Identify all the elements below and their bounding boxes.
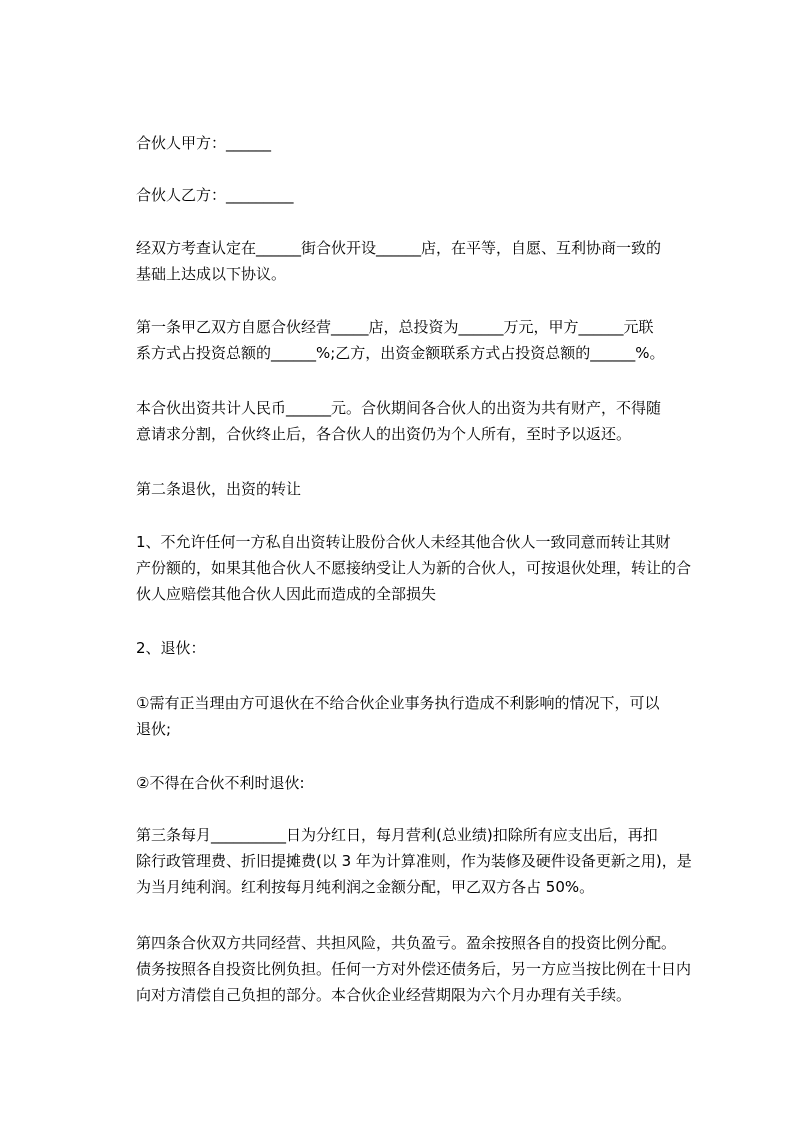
clause-2-item-2	[136, 770, 716, 796]
partner-a-line	[136, 130, 716, 156]
article-1-line-2: 系方式占投资总额的______%;乙方，出资金额联系方式占投资总额的______%。	[136, 344, 665, 362]
clause-2-title	[136, 635, 716, 661]
article-4-line-2: 债务按照各自投资比例负担。任何一方对外偿还债务后，另一方应当按比例在十日内	[136, 960, 692, 978]
article-3-line-2: 除行政管理费、折旧提摊费(以 3 年为计算准则，作为装修及硬件设备更新之用)，是	[136, 852, 692, 870]
clause-1-line-1: 1、不允许任何一方私自出资转让股份合伙人未经其他合伙人一致同意而转让其财	[136, 533, 671, 551]
clause-1-line-3: 伙人应赔偿其他合伙人因此而造成的全部损失	[136, 585, 437, 603]
intro-line-1: 经双方考查认定在______街合伙开设______店，在平等，自愿、互利协商一致的	[136, 239, 662, 257]
clause-2-title-text: 2、退伙：	[136, 639, 206, 657]
partner-b-text: 合伙人乙方：_________	[136, 186, 294, 204]
clause-2-item-2-text: ②不得在合伙不利时退伙:	[136, 774, 305, 792]
article-4-line-1: 第四条合伙双方共同经营、共担风险，共负盈亏。盈余按照各自的投资比例分配。	[136, 934, 677, 952]
article-1-line-1: 第一条甲乙双方自愿合伙经营_____店，总投资为______万元，甲方______元联	[136, 318, 654, 336]
clause-1-paragraph	[136, 529, 716, 607]
article-1-paragraph	[136, 314, 716, 366]
article-2-title	[136, 476, 716, 502]
intro-paragraph	[136, 235, 716, 287]
intro-line-2: 基础上达成以下协议。	[136, 265, 287, 283]
article-4-line-3: 向对方清偿自己负担的部分。本合伙企业经营期限为六个月办理有关手续。	[136, 986, 632, 1004]
clause-2-item-1	[136, 690, 716, 742]
clause-2-item-1-line-2: 退伙;	[136, 720, 172, 738]
article-3-line-1: 第三条每月__________日为分红日，每月营利(总业绩)扣除所有应支出后，再扣	[136, 826, 658, 844]
partner-b-line	[136, 182, 716, 208]
article-3-paragraph	[136, 822, 716, 900]
capital-line-1: 本合伙出资共计人民币______元。合伙期间各合伙人的出资为共有财产，不得随	[136, 399, 662, 417]
article-3-line-3: 为当月纯利润。红利按每月纯利润之金额分配，甲乙双方各占 50%。	[136, 878, 595, 896]
article-2-title-text: 第二条退伙，出资的转让	[136, 480, 302, 498]
capital-line-2: 意请求分割，合伙终止后，各合伙人的出资仍为个人所有，至时予以返还。	[136, 425, 632, 443]
article-4-paragraph	[136, 930, 716, 1008]
capital-paragraph	[136, 395, 716, 447]
partner-a-text: 合伙人甲方：______	[136, 134, 272, 152]
clause-1-line-2: 产份额的，如果其他合伙人不愿接纳受让人为新的合伙人，可按退伙处理，转让的合	[136, 559, 692, 577]
clause-2-item-1-line-1: ①需有正当理由方可退伙在不给合伙企业事务执行造成不利影响的情况下，可以	[136, 694, 660, 712]
